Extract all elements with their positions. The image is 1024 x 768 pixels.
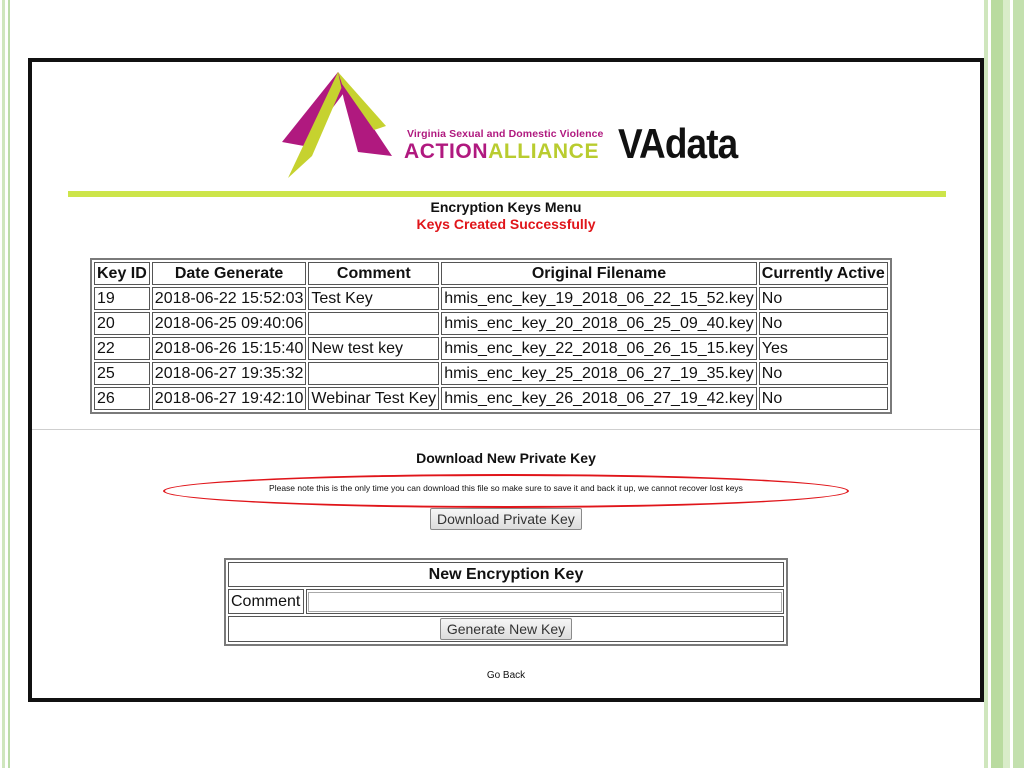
date-cell: 2018-06-27 19:35:32 [152, 362, 307, 385]
download-private-key-button[interactable]: Download Private Key [430, 508, 582, 530]
column-header-filename: Original Filename [441, 262, 757, 285]
date-cell: 2018-06-26 15:15:40 [152, 337, 307, 360]
slide-right-border [980, 0, 1024, 768]
logo-mark-icon [282, 70, 402, 178]
table-row [94, 312, 888, 335]
generate-cell [228, 616, 784, 642]
active-cell: Yes [759, 337, 888, 360]
section-divider [32, 429, 980, 430]
logo-action: ACTION [404, 140, 489, 163]
comment-input[interactable] [308, 592, 782, 612]
header-rule [68, 191, 946, 197]
table-row [94, 387, 888, 410]
filename-cell: hmis_enc_key_20_2018_06_25_09_40.key [441, 312, 757, 335]
new-key-heading: New Encryption Key [228, 562, 784, 587]
table-header-row [94, 262, 888, 285]
column-header-comment: Comment [308, 262, 439, 285]
page-title: Encryption Keys Menu [430, 199, 582, 215]
screenshot-frame [28, 58, 984, 702]
column-header-date: Date Generate [152, 262, 307, 285]
table-row [94, 362, 888, 385]
date-cell: 2018-06-27 19:42:10 [152, 387, 307, 410]
active-cell: No [759, 312, 888, 335]
logo-vadata: VAdata [618, 120, 738, 167]
table-row [94, 337, 888, 360]
key-id-cell: 26 [94, 387, 150, 410]
column-header-active: Currently Active [759, 262, 888, 285]
filename-cell: hmis_enc_key_25_2018_06_27_19_35.key [441, 362, 757, 385]
filename-cell: hmis_enc_key_22_2018_06_26_15_15.key [441, 337, 757, 360]
filename-cell: hmis_enc_key_26_2018_06_27_19_42.key [441, 387, 757, 410]
status-message: Keys Created Successfully [416, 216, 596, 232]
download-warning-note: Please note this is the only time you can download this file so make sure to save it and back it up, we cannot recover lost keys [269, 483, 743, 493]
table-row [94, 287, 888, 310]
form-action-row [228, 616, 784, 642]
column-header-key-id: Key ID [94, 262, 150, 285]
encryption-keys-table [90, 258, 892, 414]
date-cell: 2018-06-22 15:52:03 [152, 287, 307, 310]
active-cell: No [759, 287, 888, 310]
download-heading: Download New Private Key [416, 450, 596, 466]
key-id-cell: 22 [94, 337, 150, 360]
go-back-link[interactable]: Go Back [486, 670, 526, 681]
generate-new-key-button[interactable]: Generate New Key [440, 618, 572, 640]
action-alliance-logo [282, 70, 738, 178]
comment-cell: Test Key [308, 287, 439, 310]
filename-cell: hmis_enc_key_19_2018_06_22_15_52.key [441, 287, 757, 310]
form-header-row [228, 562, 784, 587]
key-id-cell: 20 [94, 312, 150, 335]
date-cell: 2018-06-25 09:40:06 [152, 312, 307, 335]
new-encryption-key-form [224, 558, 788, 646]
comment-cell: New test key [308, 337, 439, 360]
logo-alliance: ALLIANCE [488, 140, 600, 163]
logo-wordmark [404, 140, 599, 164]
key-id-cell: 25 [94, 362, 150, 385]
comment-cell [308, 312, 439, 335]
comment-input-cell [306, 589, 784, 614]
logo-tagline: Virginia Sexual and Domestic Violence [407, 128, 604, 140]
comment-cell [308, 362, 439, 385]
active-cell: No [759, 387, 888, 410]
key-id-cell: 19 [94, 287, 150, 310]
form-comment-row [228, 589, 784, 614]
comment-cell: Webinar Test Key [308, 387, 439, 410]
active-cell: No [759, 362, 888, 385]
slide-left-border [0, 0, 11, 768]
comment-label: Comment [228, 589, 304, 614]
